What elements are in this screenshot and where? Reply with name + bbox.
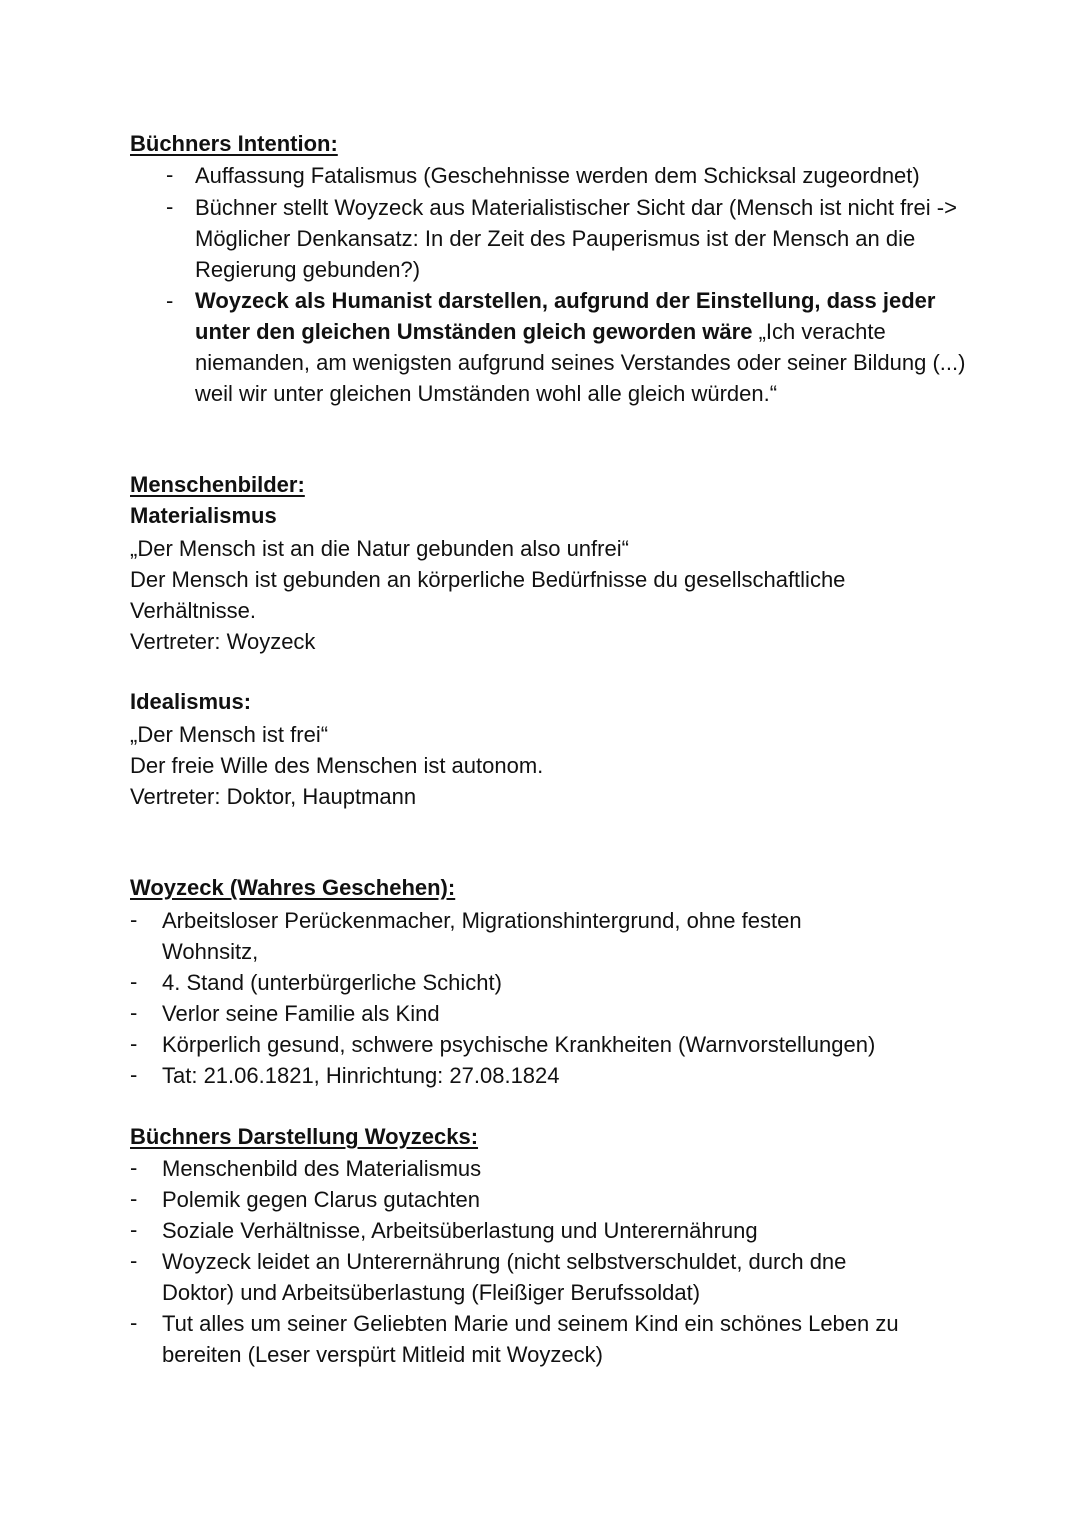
heading-menschenbilder: Menschenbilder:: [130, 472, 305, 497]
materialismus-vertreter: Vertreter: Woyzeck: [130, 629, 316, 654]
bullet-dash: -: [166, 288, 174, 313]
darstellung-item-4: Woyzeck leidet an Unterernährung (nicht selbstverschuldet, durch dne Doktor) und Arbeitsüberlastung (Fleißiger Berufssoldat): [162, 1249, 847, 1305]
darstellung-item-3: Soziale Verhältnisse, Arbeitsüberlastung und Unterernährung: [162, 1218, 758, 1243]
heading-darstellung: Büchners Darstellung Woyzecks:: [130, 1124, 479, 1149]
heading-wahres-geschehen: Woyzeck (Wahres Geschehen):: [130, 875, 456, 900]
bullet-dash: -: [130, 969, 138, 994]
idealismus-title: Idealismus:: [130, 689, 252, 714]
bullet-dash: -: [130, 1000, 138, 1025]
intention-item-3: [195, 285, 995, 409]
bullet-dash: -: [166, 162, 174, 187]
bullet-dash: -: [130, 1217, 138, 1242]
idealismus-quote: „Der Mensch ist frei“: [130, 722, 329, 747]
intention-item-3-quote: „Ich verachte niemanden, am wenigsten aufgrund seines Verstandes oder seiner Bildung (...) weil wir unter gleichen Umständen wohl alle gleich würden.“: [195, 319, 966, 406]
bullet-dash: -: [130, 1155, 138, 1180]
bullet-dash: -: [130, 907, 138, 932]
bullet-dash: -: [130, 1186, 138, 1211]
geschehen-item-1: Arbeitsloser Perückenmacher, Migrationshintergrund, ohne festen Wohnsitz,: [162, 908, 802, 964]
geschehen-item-5: Tat: 21.06.1821, Hinrichtung: 27.08.1824: [162, 1063, 560, 1088]
idealismus-vertreter: Vertreter: Doktor, Hauptmann: [130, 784, 417, 809]
geschehen-item-4: Körperlich gesund, schwere psychische Krankheiten (Warnvorstellungen): [162, 1032, 876, 1057]
intention-item-2: Büchner stellt Woyzeck aus Materialistischer Sicht dar (Mensch ist nicht frei -> Möglicher Denkansatz: In der Zeit des Pauperismus ist der Mensch an die Regierung gebunden?): [195, 195, 957, 282]
materialismus-line-1: Der Mensch ist gebunden an körperliche Bedürfnisse du gesellschaftliche: [130, 567, 846, 592]
intention-item-3-bold: Woyzeck als Humanist darstellen, aufgrund der Einstellung, dass jeder unter den gleichen Umständen gleich geworden wäre: [195, 288, 936, 344]
bullet-dash: -: [130, 1031, 138, 1056]
bullet-dash: -: [130, 1248, 138, 1273]
materialismus-title: Materialismus: [130, 503, 277, 528]
bullet-dash: -: [130, 1062, 138, 1087]
darstellung-item-5: Tut alles um seiner Geliebten Marie und seinem Kind ein schönes Leben zu bereiten (Leser verspürt Mitleid mit Woyzeck): [162, 1311, 899, 1367]
darstellung-item-1: Menschenbild des Materialismus: [162, 1156, 482, 1181]
geschehen-item-2: 4. Stand (unterbürgerliche Schicht): [162, 970, 502, 995]
materialismus-line-2: Verhältnisse.: [130, 598, 256, 623]
heading-intention: Büchners Intention:: [130, 131, 338, 156]
geschehen-item-3: Verlor seine Familie als Kind: [162, 1001, 440, 1026]
bullet-dash: -: [130, 1310, 138, 1335]
idealismus-line-1: Der freie Wille des Menschen ist autonom.: [130, 753, 544, 778]
materialismus-quote: „Der Mensch ist an die Natur gebunden also unfrei“: [130, 536, 629, 561]
intention-item-1: Auffassung Fatalismus (Geschehnisse werden dem Schicksal zugeordnet): [195, 163, 920, 188]
darstellung-item-2: Polemik gegen Clarus gutachten: [162, 1187, 480, 1212]
bullet-dash: -: [166, 194, 174, 219]
